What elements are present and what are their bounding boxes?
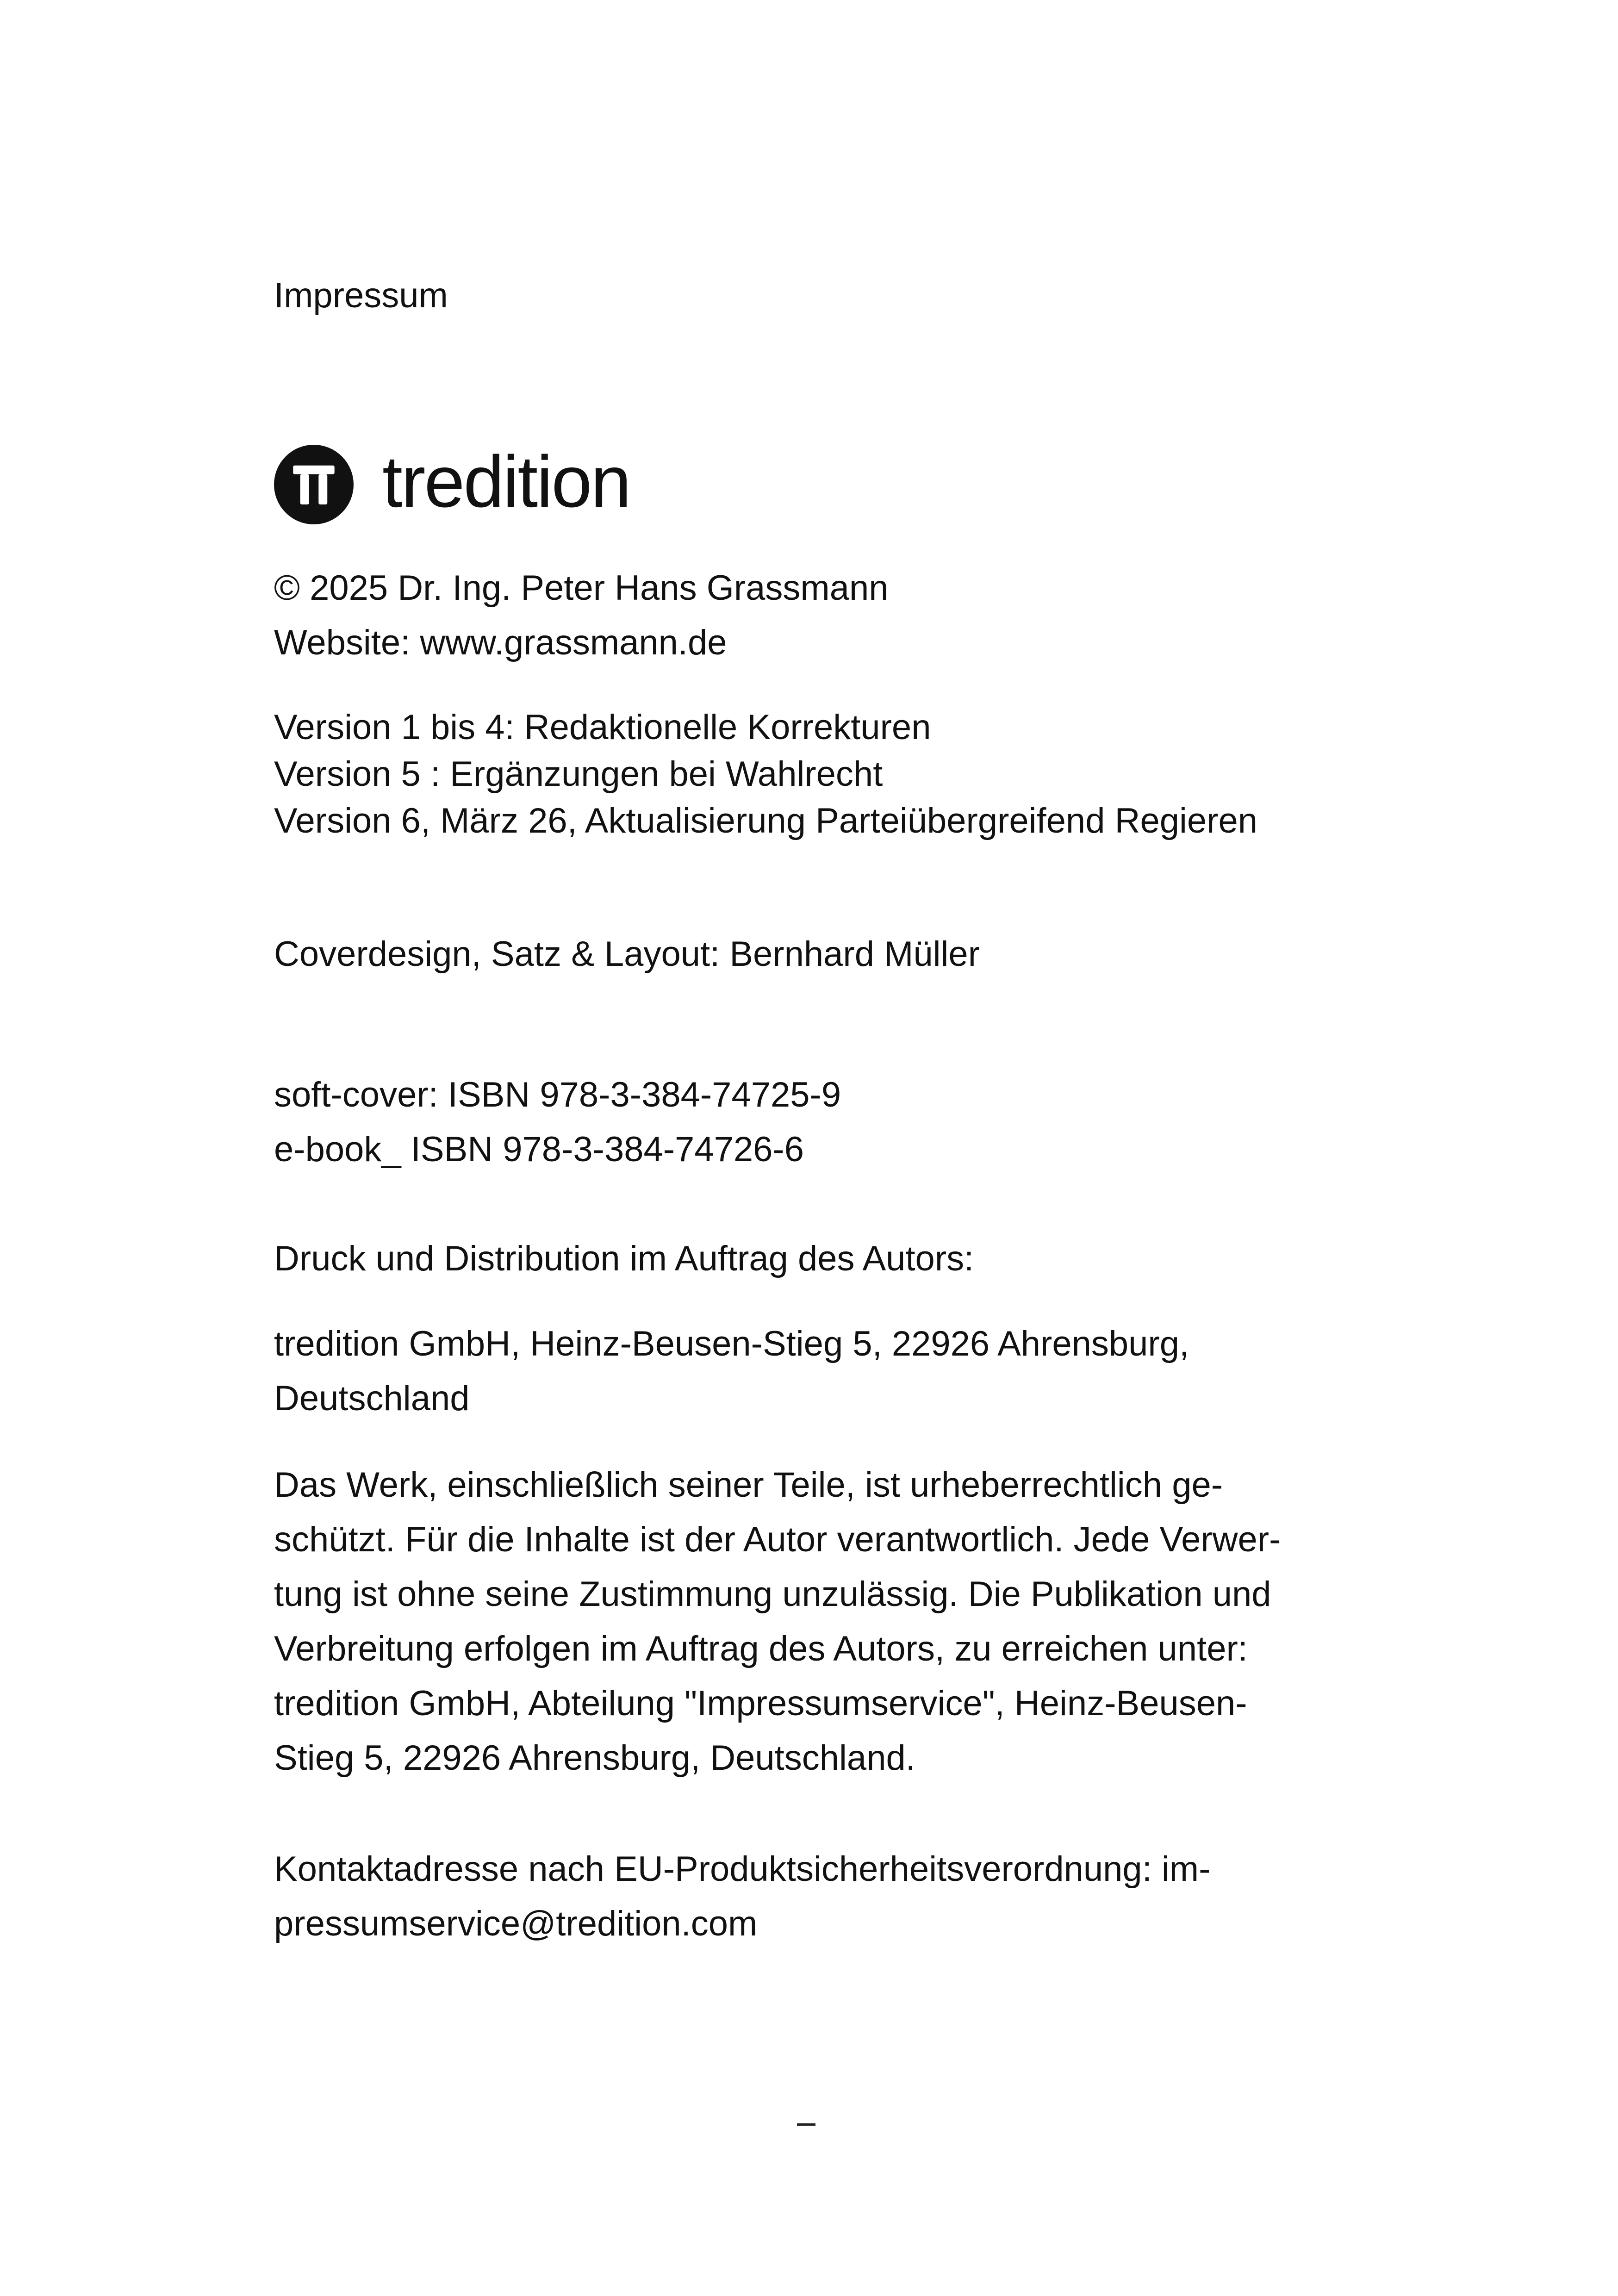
legal-notice-line: schützt. Für die Inhalte ist der Autor verantwortlich. Jede Verwer- <box>274 1520 1281 1559</box>
version-entry: Version 6, März 26, Aktualisierung Parteiübergreifend Regieren <box>274 801 1257 840</box>
contact-address <box>274 1842 1210 1951</box>
credits-line: Coverdesign, Satz & Layout: Bernhard Müller <box>274 934 980 974</box>
isbn-softcover: soft-cover: ISBN 978-3-384-74725-9 <box>274 1075 841 1114</box>
address-line: Deutschland <box>274 1379 470 1418</box>
version-entry: Version 1 bis 4: Redaktionelle Korrekturen <box>274 708 931 747</box>
tredition-logo-icon <box>274 445 354 524</box>
publisher-address <box>274 1317 1189 1426</box>
legal-notice-line: Stieg 5, 22926 Ahrensburg, Deutschland. <box>274 1738 915 1778</box>
isbn-list <box>274 1068 841 1177</box>
publisher-logo-wordmark: tredition <box>382 441 630 523</box>
contact-line: pressumservice@tredition.com <box>274 1904 758 1943</box>
publisher-logo <box>274 443 630 526</box>
legal-notice-line: tredition GmbH, Abteilung "Impressumservice", Heinz-Beusen- <box>274 1684 1247 1723</box>
print-heading: Druck und Distribution im Auftrag des Autors: <box>274 1239 974 1278</box>
version-entry: Version 5 : Ergänzungen bei Wahlrecht <box>274 754 883 794</box>
page-heading: Impressum <box>274 276 448 315</box>
copyright-line: © 2025 Dr. Ing. Peter Hans Grassmann <box>274 568 889 608</box>
address-line: tredition GmbH, Heinz-Beusen-Stieg 5, 22926 Ahrensburg, <box>274 1324 1189 1363</box>
legal-notice-line: tung ist ohne seine Zustimmung unzulässig. Die Publikation und <box>274 1574 1271 1614</box>
page-footer-mark <box>797 2123 815 2126</box>
version-history <box>274 704 1257 844</box>
website-line: Website: www.grassmann.de <box>274 623 727 662</box>
legal-notice <box>274 1458 1281 1786</box>
legal-notice-line: Das Werk, einschließlich seiner Teile, ist urheberrechtlich ge- <box>274 1465 1223 1505</box>
legal-notice-line: Verbreitung erfolgen im Auftrag des Autors, zu erreichen unter: <box>274 1629 1248 1668</box>
isbn-ebook: e-book_ ISBN 978-3-384-74726-6 <box>274 1130 804 1169</box>
contact-line: Kontaktadresse nach EU-Produktsicherheitsverordnung: im- <box>274 1849 1211 1889</box>
